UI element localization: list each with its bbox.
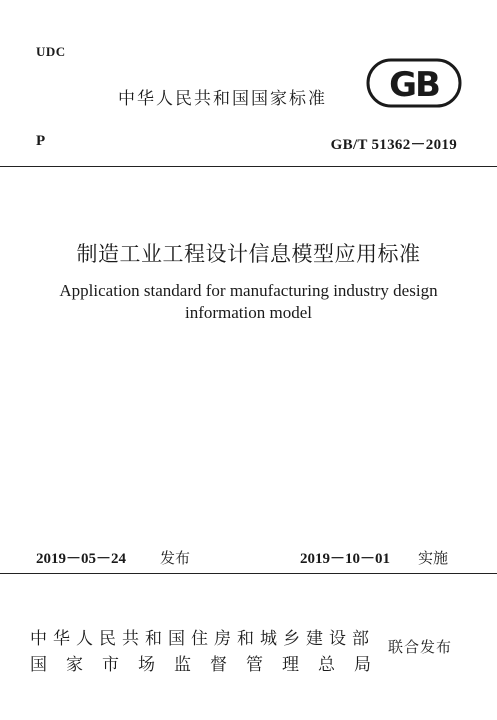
classification-code: P <box>36 133 46 149</box>
bottom-divider <box>0 573 497 574</box>
implementation-label: 实施 <box>418 549 449 567</box>
implementation-date: 2019－10－01 <box>300 551 391 567</box>
joint-issue-label: 联合发布 <box>388 638 453 656</box>
standard-number: GB/T 51362－2019 <box>330 137 457 153</box>
title-english <box>20 280 477 324</box>
issue-label: 发布 <box>160 549 191 567</box>
issuer-administration: 国家市场监督管理总局 <box>30 655 390 675</box>
udc-label: UDC <box>36 44 66 59</box>
top-divider <box>0 166 497 167</box>
issuer-ministry: 中华人民共和国住房和城乡建设部 <box>30 629 375 649</box>
gb-logo-graphic <box>366 58 462 108</box>
title-english-line-2: information model <box>184 303 312 322</box>
national-standard-heading: 中华人民共和国国家标准 <box>118 89 327 109</box>
title-chinese: 制造工业工程设计信息模型应用标准 <box>76 242 421 266</box>
title-english-line-1: Application standard for manufacturing industry design <box>59 281 438 300</box>
issue-date: 2019－05－24 <box>36 551 127 567</box>
gb-logo-text: GB <box>389 65 439 105</box>
gb-logo <box>366 58 462 108</box>
